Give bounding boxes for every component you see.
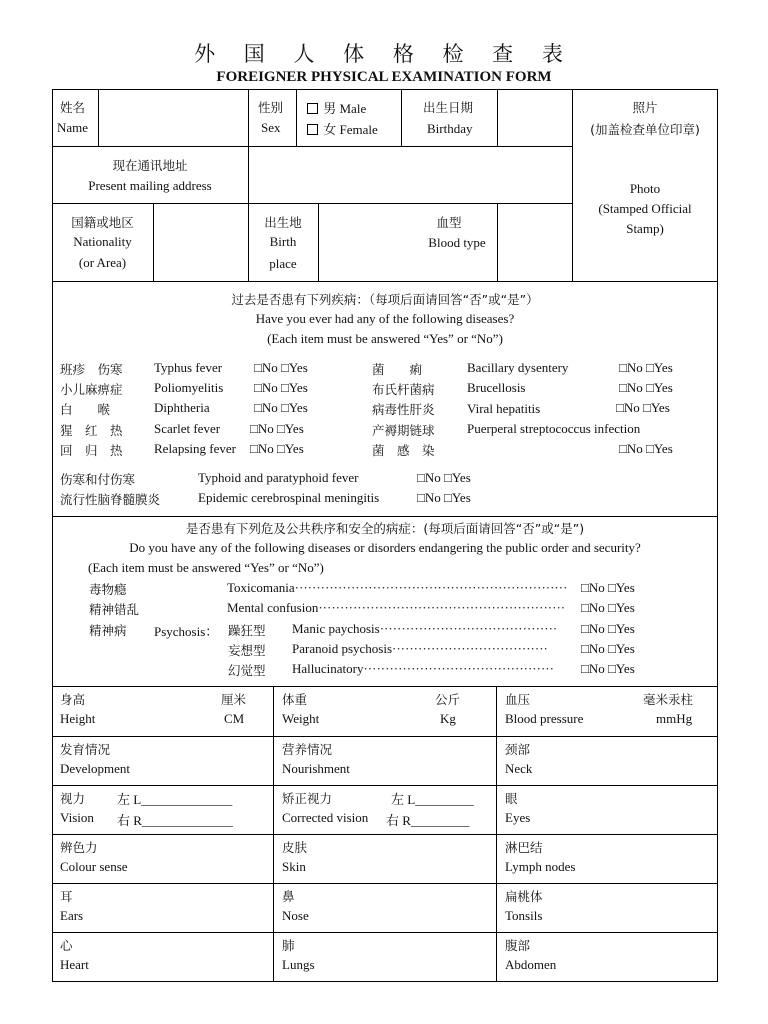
sex-label-cn: 性别 (258, 100, 284, 115)
nationality-label-en-2: (or Area) (78, 255, 127, 270)
tonsils-label-en: Tonsils (505, 908, 543, 923)
skin-label-en: Skin (282, 859, 306, 874)
colour-sense-label-cn: 辨色力 (60, 840, 98, 855)
lymph-nodes-label-cn: 淋巴结 (505, 840, 543, 855)
page-title-chinese: 外 国 人 体 格 检 查 表 (194, 42, 574, 66)
hallucinatory-answer[interactable]: □No □Yes (581, 661, 635, 676)
disorders-heading-en-1: Do you have any of the following diseases or disorders endangering the public order and security? (129, 540, 641, 555)
development-label-en: Development (60, 761, 131, 776)
photo-label-cn: 照片 (632, 100, 658, 115)
manic-answer[interactable]: □No □Yes (581, 621, 635, 636)
blood-type-label-en: Blood type (428, 235, 486, 250)
disease-name-cn: 猩 红 热 (60, 423, 123, 438)
corrected-vision-right-field[interactable]: 右 R_________ (386, 813, 470, 828)
vision-label-en: Vision (60, 810, 94, 825)
corrected-vision-label-en: Corrected vision (282, 810, 369, 825)
disease-name-en: Puerperal streptococcus infection (467, 421, 641, 436)
disease-name-cn: 伤寒和付伤寒 (60, 472, 136, 487)
height-unit-cn: 厘米 (221, 692, 247, 707)
disease-name-en: Epidemic cerebrospinal meningitis (198, 490, 380, 505)
disease-name-cn: 班疹 伤寒 (60, 362, 123, 377)
photo-label-en: Photo (629, 181, 661, 196)
disease-name-en: Diphtheria (154, 400, 210, 415)
manic-label-cn: 躁狂型 (228, 623, 266, 638)
bp-unit-cn: 毫米汞柱 (643, 692, 694, 707)
disease-answer[interactable]: □No □Yes (619, 380, 673, 395)
disease-name-en: Typhoid and paratyphoid fever (198, 470, 359, 485)
disease-name-en: Scarlet fever (154, 421, 221, 436)
disease-answer[interactable]: □No □Yes (616, 400, 670, 415)
birthplace-label-cn: 出生地 (264, 215, 302, 230)
nourishment-label-cn: 营养情况 (282, 742, 333, 757)
nationality-label-en-1: Nationality (73, 234, 132, 249)
paranoid-label-en: Paranoid psychosis···································· (292, 641, 548, 656)
birthplace-label-en-2: place (269, 256, 297, 271)
disease-answer[interactable]: □No □Yes (254, 360, 308, 375)
psychosis-label-en: Psychosis： (154, 624, 219, 639)
disease-name-cn: 回 归 热 (60, 443, 123, 458)
disorders-heading-cn: 是否患有下列危及公共秩序和安全的病症：(每项后面请回答“否”或“是”) (185, 521, 585, 536)
disease-answer[interactable]: □No □Yes (417, 470, 471, 485)
toxicomania-answer[interactable]: □No □Yes (581, 580, 635, 595)
history-heading-en-2: (Each item must be answered “Yes” or “No”) (267, 331, 503, 346)
sex-label-en: Sex (261, 120, 281, 135)
photo-stamp-en-1: (Stamped Official (598, 201, 692, 216)
disease-name-cn: 白 喉 (60, 402, 111, 417)
development-label-cn: 发育情况 (60, 742, 111, 757)
disease-name-en: Poliomyelitis (154, 380, 224, 395)
vision-label-cn: 视力 (60, 791, 86, 806)
address-label-en: Present mailing address (88, 178, 212, 193)
bp-unit-en: mmHg (656, 711, 693, 726)
disease-name-en: Viral hepatitis (467, 401, 541, 416)
vision-right-field[interactable]: 右 R______________ (117, 813, 233, 828)
disease-answer[interactable]: □No □Yes (254, 380, 308, 395)
corrected-vision-label-cn: 矫正视力 (282, 791, 333, 806)
address-label-cn: 现在通讯地址 (112, 158, 188, 173)
birthday-label-en: Birthday (427, 121, 473, 136)
nose-label-cn: 鼻 (282, 889, 295, 904)
bp-label-cn: 血压 (505, 692, 531, 707)
disease-name-cn: 菌 感 染 (372, 443, 435, 458)
colour-sense-label-en: Colour sense (60, 859, 128, 874)
lungs-label-cn: 肺 (282, 938, 295, 953)
height-unit-en: CM (224, 711, 245, 726)
blood-type-label-cn: 血型 (436, 215, 462, 230)
weight-label-cn: 体重 (282, 692, 308, 707)
female-checkbox[interactable] (307, 119, 378, 138)
paranoid-answer[interactable]: □No □Yes (581, 641, 635, 656)
heart-label-cn: 心 (60, 938, 73, 953)
disease-name-cn: 产褥期链球 (372, 423, 435, 438)
hallucinatory-label-en: Hallucinatory············································ (292, 661, 554, 676)
confusion-label-en: Mental confusion························································· (227, 600, 566, 615)
photo-stamp-en-2: Stamp) (626, 221, 664, 236)
eyes-label-en: Eyes (505, 810, 531, 825)
disease-name-cn: 小儿麻痹症 (60, 382, 123, 397)
eyes-label-cn: 眼 (505, 791, 518, 806)
ears-label-en: Ears (60, 908, 84, 923)
page-title-english: FOREIGNER PHYSICAL EXAMINATION FORM (216, 69, 552, 85)
disease-answer[interactable]: □No □Yes (417, 490, 471, 505)
nourishment-label-en: Nourishment (282, 761, 350, 776)
confusion-answer[interactable]: □No □Yes (581, 600, 635, 615)
lungs-label-en: Lungs (282, 957, 315, 972)
history-heading-cn: 过去是否患有下列疾病：（每项后面请回答“否”或“是”） (231, 292, 539, 307)
toxicomania-label-en: Toxicomania······························································· (227, 580, 568, 595)
disease-name-cn: 病毒性肝炎 (372, 402, 435, 417)
checkbox-icon (307, 103, 318, 114)
disease-name-en: Bacillary dysentery (467, 360, 569, 375)
toxicomania-label-cn: 毒物瘾 (89, 582, 127, 597)
psychosis-label-cn: 精神病 (89, 623, 127, 638)
confusion-label-cn: 精神错乱 (89, 602, 140, 617)
disease-name-en: Typhus fever (154, 360, 223, 375)
vision-left-field[interactable]: 左 L______________ (117, 792, 233, 807)
weight-unit-en: Kg (440, 711, 456, 726)
name-label-en: Name (57, 120, 89, 135)
disease-answer[interactable]: □No □Yes (250, 441, 304, 456)
disease-answer[interactable]: □No □Yes (619, 441, 673, 456)
tonsils-label-cn: 扁桃体 (505, 889, 543, 904)
corrected-vision-left-field[interactable]: 左 L_________ (391, 792, 474, 807)
neck-label-cn: 颈部 (505, 742, 531, 757)
bp-label-en: Blood pressure (505, 711, 584, 726)
male-checkbox[interactable] (307, 98, 366, 117)
checkbox-icon (307, 124, 318, 135)
height-label-en: Height (60, 711, 96, 726)
photo-stamp-cn: (加盖检查单位印章) (590, 122, 700, 137)
male-label: 男 Male (323, 101, 367, 116)
neck-label-en: Neck (505, 761, 533, 776)
heart-label-en: Heart (60, 957, 89, 972)
nose-label-en: Nose (282, 908, 309, 923)
manic-label-en: Manic paychosis········································· (292, 621, 558, 636)
paranoid-label-cn: 妄想型 (228, 643, 266, 658)
skin-label-cn: 皮肤 (282, 840, 308, 855)
hallucinatory-label-cn: 幻觉型 (228, 663, 266, 678)
abdomen-label-en: Abdomen (505, 957, 557, 972)
birthday-label-cn: 出生日期 (423, 100, 474, 115)
nationality-label-cn: 国籍或地区 (71, 215, 134, 230)
abdomen-label-cn: 腹部 (505, 938, 531, 953)
name-label-cn: 姓名 (60, 100, 86, 115)
disease-name-cn: 菌 痢 (372, 362, 423, 377)
height-label-cn: 身高 (60, 692, 86, 707)
disease-name-en: Relapsing fever (154, 441, 236, 456)
weight-label-en: Weight (282, 711, 320, 726)
history-heading-en-1: Have you ever had any of the following diseases? (255, 311, 515, 326)
disorders-heading-en-2: (Each item must be answered “Yes” or “No”) (88, 560, 324, 575)
ears-label-cn: 耳 (60, 889, 73, 904)
birthplace-label-en-1: Birth (269, 234, 297, 249)
lymph-nodes-label-en: Lymph nodes (505, 859, 576, 874)
disease-name-en: Brucellosis (467, 380, 526, 395)
disease-answer[interactable]: □No □Yes (250, 421, 304, 436)
disease-name-cn: 布氏杆菌病 (372, 382, 435, 397)
disease-answer[interactable]: □No □Yes (254, 400, 308, 415)
weight-unit-cn: 公斤 (435, 692, 461, 707)
disease-name-cn: 流行性脑脊髓膜炎 (60, 492, 161, 507)
female-label: 女 Female (323, 122, 378, 137)
disease-answer[interactable]: □No □Yes (619, 360, 673, 375)
